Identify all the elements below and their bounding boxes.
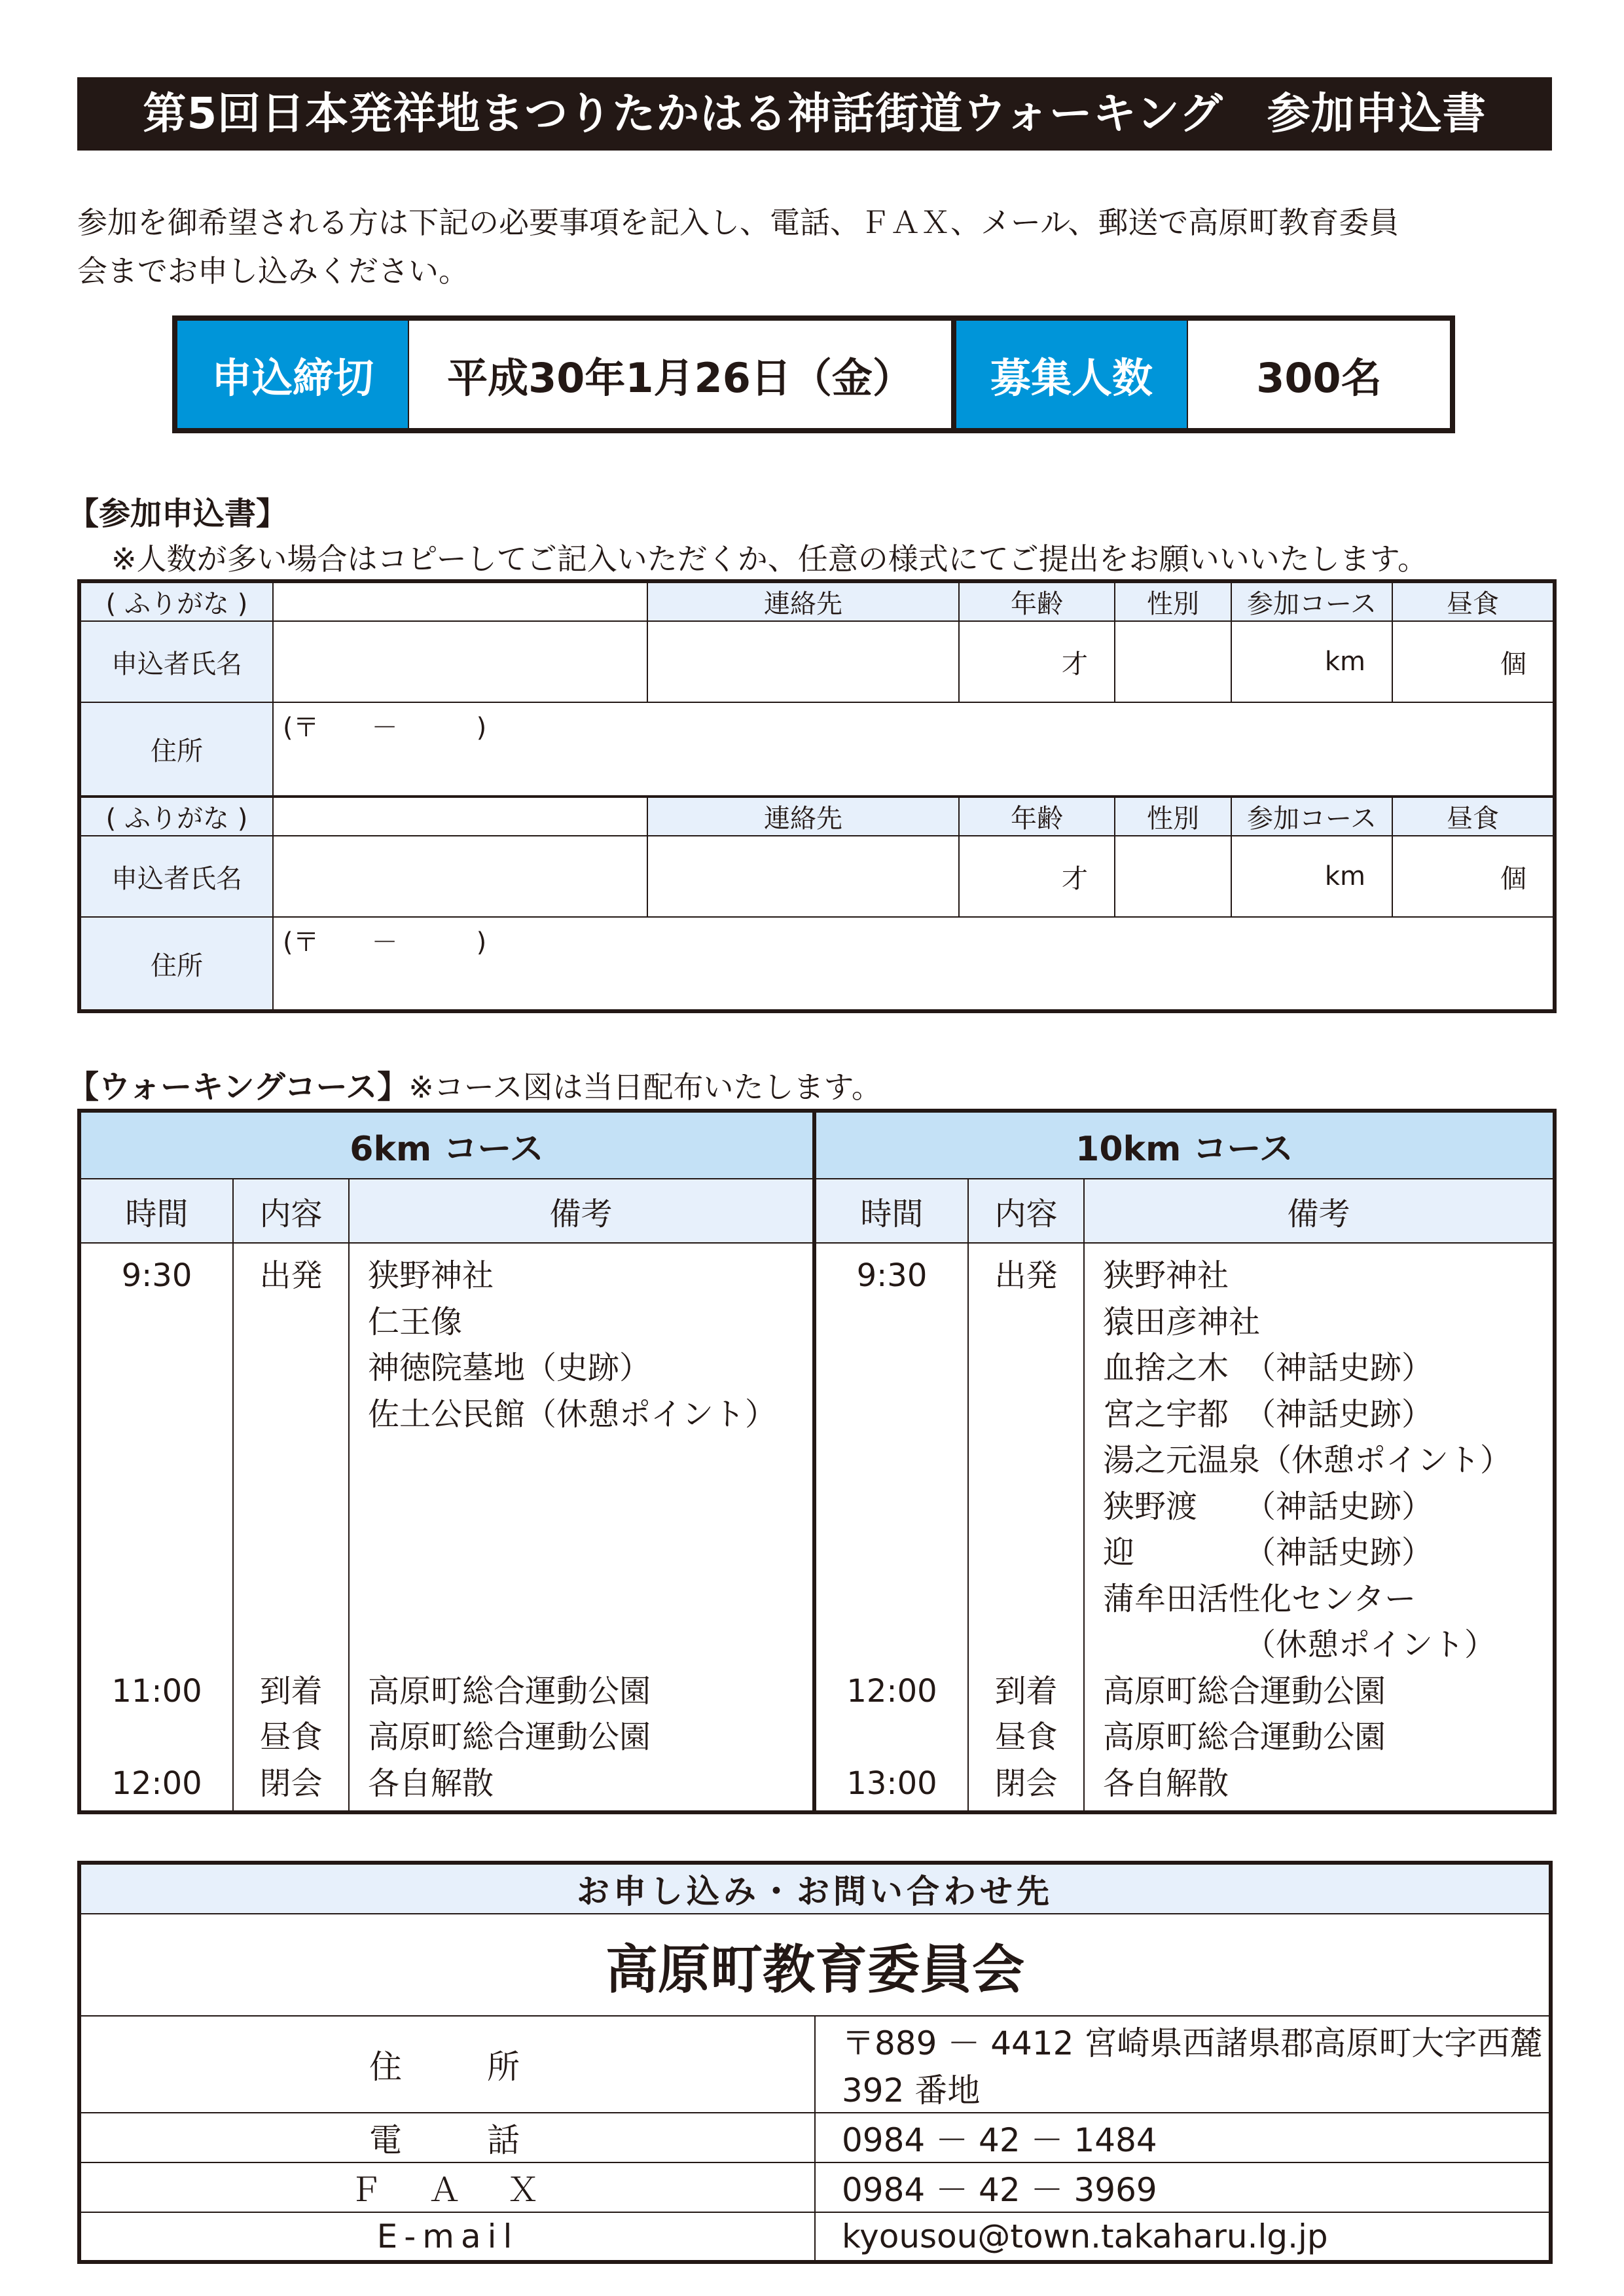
course-note: ※コース図は当日配布いたします。 (408, 1069, 882, 1105)
col-content: 内容 (233, 1179, 349, 1243)
page-title: 第5回日本発祥地まつりたかはる神話街道ウォーキング 参加申込書 (77, 77, 1552, 151)
course-line: 各自解散 (368, 1765, 494, 1802)
deadline-label: 申込締切 (177, 321, 408, 428)
intro-line: 会までお申し込みください。 (77, 253, 469, 289)
fax-value: 0984 － 42 － 3969 (815, 2162, 1551, 2212)
phone-value: 0984 － 42 － 1484 (815, 2113, 1551, 2162)
course-10km-times (814, 1243, 968, 1812)
course-line (234, 1299, 348, 1346)
contact-field[interactable] (647, 836, 959, 917)
application-form (77, 579, 1557, 1013)
course-line (82, 1530, 232, 1576)
course-line (368, 1576, 812, 1623)
address-label: 住所 (79, 702, 273, 797)
course-6km-times (79, 1243, 233, 1812)
course-line (234, 1437, 348, 1484)
course-line (817, 1530, 967, 1576)
course-line (82, 1345, 232, 1391)
course-line: 昼食 (994, 1719, 1058, 1755)
course-line (82, 1576, 232, 1623)
course-line: 狭野神社 (368, 1257, 494, 1294)
course-field[interactable]: km (1231, 621, 1392, 702)
course-line: 迎 （神話史跡） (1103, 1534, 1434, 1571)
course-line (82, 1437, 232, 1484)
course-line: 11:00 (111, 1672, 202, 1710)
course-line (817, 1622, 967, 1668)
intro-text (77, 198, 1557, 295)
course-line (817, 1437, 967, 1484)
address-field[interactable]: (〒 － ) (273, 702, 1555, 797)
course-line (969, 1345, 1083, 1391)
course-line (82, 1622, 232, 1668)
fax-key: Ｆ Ａ Ｘ (79, 2162, 815, 2212)
course-line (969, 1437, 1083, 1484)
course-line: 高原町総合運動公園 (368, 1719, 651, 1755)
course-line (234, 1484, 348, 1530)
course-line (82, 1484, 232, 1530)
course-label: 参加コース (1231, 797, 1392, 836)
age-label: 年齢 (959, 581, 1115, 621)
course-line: 各自解散 (1103, 1765, 1229, 1802)
name-field[interactable] (273, 621, 647, 702)
furigana-label: ( ふりがな ) (79, 797, 273, 836)
course-line: 猿田彦神社 (1103, 1303, 1261, 1340)
course-line: 13:00 (846, 1765, 937, 1802)
course-line: 血捨之木 （神話史跡） (1103, 1350, 1434, 1386)
course-line (82, 1714, 232, 1761)
contact-label: 連絡先 (647, 581, 959, 621)
course-line (82, 1391, 232, 1438)
course-field[interactable]: km (1231, 836, 1392, 917)
phone-key: 電 話 (79, 2113, 815, 2162)
course-line (234, 1345, 348, 1391)
course-line (817, 1299, 967, 1346)
address-label: 住所 (79, 917, 273, 1011)
contact-table (77, 1861, 1553, 2264)
course-label: 参加コース (1231, 581, 1392, 621)
course-line (234, 1530, 348, 1576)
col-content: 内容 (968, 1179, 1084, 1243)
intro-line: 参加を御希望される方は下記の必要事項を記入し、電話、ＦＡＸ、メール、郵送で高原町教育委員 (77, 205, 1399, 240)
course-line: 閉会 (994, 1765, 1058, 1802)
course-line (969, 1484, 1083, 1530)
sex-field[interactable] (1115, 836, 1231, 917)
furigana-field[interactable] (273, 797, 647, 836)
course-line: 宮之宇都 （神話史跡） (1103, 1395, 1434, 1433)
course-heading: 【ウォーキングコース】 (67, 1069, 409, 1105)
sex-field[interactable] (1115, 621, 1231, 702)
contact-caption: お申し込み・お問い合わせ先 (79, 1863, 1551, 1914)
form-note: ※人数が多い場合はコピーしてご記入いただくか、任意の様式にてご提出をお願いいいたします。 (111, 541, 1428, 577)
course-line: 出発 (994, 1257, 1058, 1294)
course-line: 12:00 (846, 1672, 937, 1710)
name-label: 申込者氏名 (79, 836, 273, 917)
course-line: 神徳院墓地（史跡） (368, 1350, 651, 1386)
age-label: 年齢 (959, 797, 1115, 836)
capacity-label: 募集人数 (951, 321, 1187, 428)
furigana-label: ( ふりがな ) (79, 581, 273, 621)
lunch-label: 昼食 (1392, 797, 1555, 836)
course-line: 湯之元温泉（休憩ポイント） (1103, 1442, 1512, 1479)
course-line: （休憩ポイント） (1103, 1626, 1496, 1663)
course-6km-notes (349, 1243, 814, 1812)
sex-label: 性別 (1115, 581, 1231, 621)
course-line: 佐土公民館（休憩ポイント） (368, 1395, 777, 1433)
email-key: E-mail (79, 2212, 815, 2262)
lunch-field[interactable]: 個 (1392, 621, 1555, 702)
course-line (368, 1530, 812, 1576)
course-line (817, 1484, 967, 1530)
col-time: 時間 (79, 1179, 233, 1243)
course-line: 蒲牟田活性化センター (1103, 1580, 1416, 1617)
course-line (969, 1299, 1083, 1346)
course-line (969, 1622, 1083, 1668)
address-key: 住 所 (79, 2016, 815, 2113)
sex-label: 性別 (1115, 797, 1231, 836)
course-line (234, 1391, 348, 1438)
course-line (234, 1622, 348, 1668)
course-line: 到着 (994, 1672, 1058, 1710)
course-line (969, 1530, 1083, 1576)
course-line: 9:30 (121, 1257, 192, 1294)
course-line (817, 1714, 967, 1761)
col-notes: 備考 (349, 1179, 814, 1243)
address-value: 〒889 － 4412 宮崎県西諸県郡高原町大字西麓 392 番地 (815, 2016, 1551, 2113)
course-6km-contents (233, 1243, 349, 1812)
capacity-value: 300名 (1187, 321, 1450, 428)
course-line (368, 1437, 812, 1484)
course-line (234, 1576, 348, 1623)
form-heading: 【参加申込書】 (67, 495, 288, 532)
course-line: 12:00 (111, 1765, 202, 1802)
course-line: 昼食 (259, 1719, 323, 1755)
name-field[interactable] (273, 836, 647, 917)
course-line: 9:30 (856, 1257, 928, 1294)
contact-label: 連絡先 (647, 797, 959, 836)
course-line: 狭野渡 （神話史跡） (1103, 1488, 1434, 1525)
course-line: 到着 (259, 1672, 323, 1710)
course-line (368, 1484, 812, 1530)
course-10km-contents (968, 1243, 1084, 1812)
email-value[interactable]: kyousou@town.takaharu.lg.jp (815, 2212, 1551, 2262)
contact-org: 高原町教育委員会 (79, 1914, 1551, 2016)
course-line (969, 1576, 1083, 1623)
course-line: 高原町総合運動公園 (368, 1672, 651, 1710)
lunch-field[interactable]: 個 (1392, 836, 1555, 917)
course-line: 出発 (259, 1257, 323, 1294)
course-line: 高原町総合運動公園 (1103, 1672, 1386, 1710)
course-line (368, 1622, 812, 1668)
course-line (817, 1391, 967, 1438)
age-field[interactable]: 才 (959, 836, 1115, 917)
course-line: 狭野神社 (1103, 1257, 1229, 1294)
address-field[interactable]: (〒 － ) (273, 917, 1555, 1011)
age-field[interactable]: 才 (959, 621, 1115, 702)
furigana-field[interactable] (273, 581, 647, 621)
course-line (817, 1576, 967, 1623)
col-time: 時間 (814, 1179, 968, 1243)
course-10km-notes (1084, 1243, 1555, 1812)
course-line (82, 1299, 232, 1346)
course-table (77, 1109, 1557, 1814)
course-10km-title: 10km コース (814, 1111, 1555, 1179)
name-label: 申込者氏名 (79, 621, 273, 702)
col-notes: 備考 (1084, 1179, 1555, 1243)
course-heading-row (67, 1062, 882, 1107)
deadline-box (172, 315, 1455, 433)
course-line: 高原町総合運動公園 (1103, 1719, 1386, 1755)
lunch-label: 昼食 (1392, 581, 1555, 621)
deadline-value: 平成30年1月26日（金） (408, 321, 951, 428)
course-6km-title: 6km コース (79, 1111, 814, 1179)
course-line (817, 1345, 967, 1391)
course-line: 仁王像 (368, 1303, 463, 1340)
contact-field[interactable] (647, 621, 959, 702)
course-line: 閉会 (259, 1765, 323, 1802)
course-line (969, 1391, 1083, 1438)
